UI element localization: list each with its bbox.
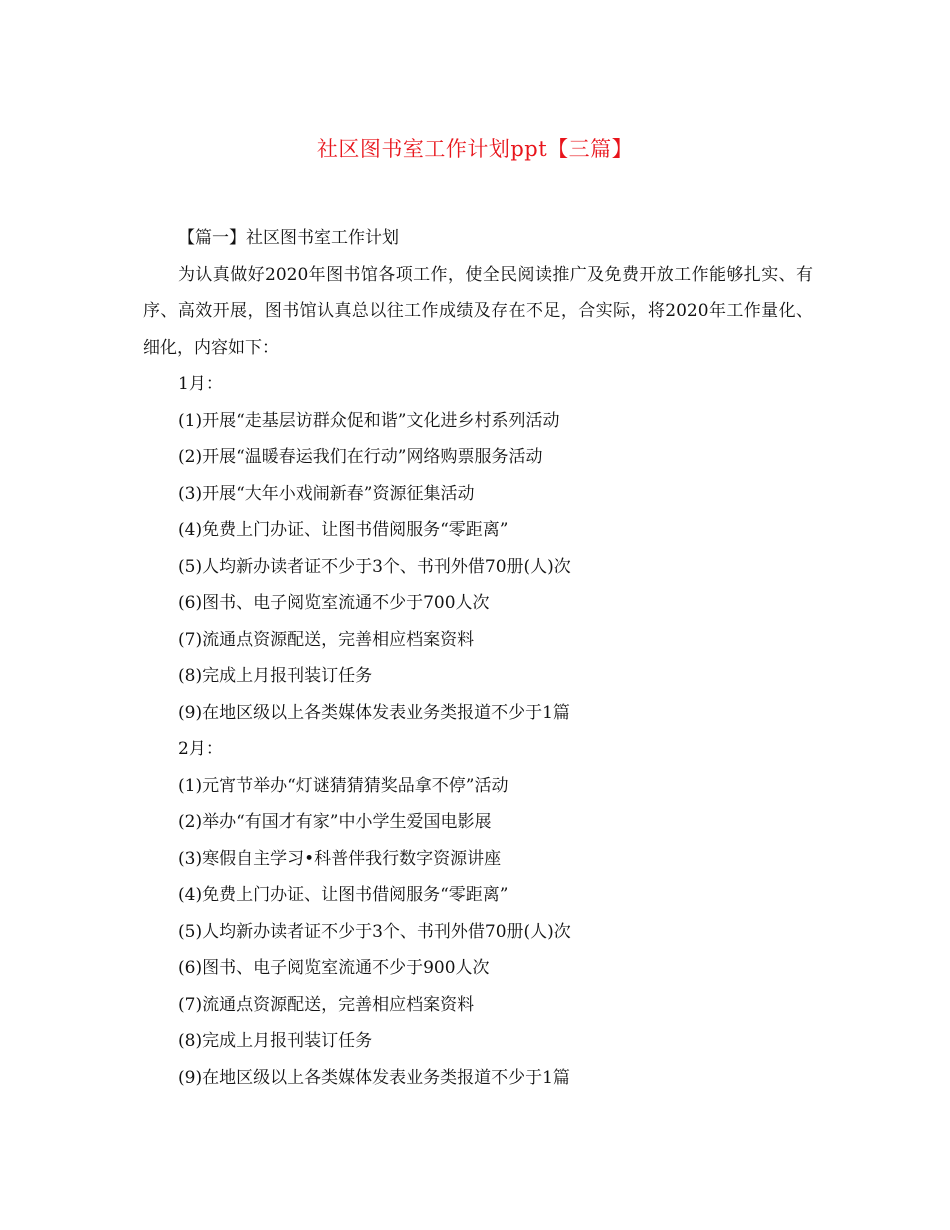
intro-paragraph: 为认真做好2020年图书馆各项工作，使全民阅读推广及免费开放工作能够扎实、有序、高效开展，图书馆认真总以往工作成绩及存在不足，合实际，将2020年工作量化、细化，内容如下：	[143, 264, 813, 358]
month-label: 2月：	[178, 739, 223, 759]
list-item: (7)流通点资源配送，完善相应档案资料	[178, 629, 475, 650]
document-title: 社区图书室工作计划ppt【三篇】	[316, 137, 634, 161]
list-item: (2)开展“温暖春运我们在行动”网络购票服务活动	[178, 447, 543, 467]
month-label: 1月：	[178, 374, 223, 394]
list-item: (1)元宵节举办“灯谜猜猜猜奖品拿不停”活动	[178, 775, 509, 796]
list-item: (8)完成上月报刊装订任务	[178, 1031, 373, 1051]
list-item: (5)人均新办读者证不少于3个、书刊外借70册(人)次	[178, 556, 571, 577]
list-item: (6)图书、电子阅览室流通不少于900人次	[178, 958, 490, 978]
month-section-2	[143, 731, 813, 1096]
section-heading: 【篇一】社区图书室工作计划	[178, 228, 399, 248]
list-item: (5)人均新办读者证不少于3个、书刊外借70册(人)次	[178, 921, 571, 942]
list-item: (2)举办“有国才有家”中小学生爱国电影展	[178, 812, 492, 832]
list-item: (6)图书、电子阅览室流通不少于700人次	[178, 593, 490, 613]
document-body	[143, 220, 813, 1096]
list-item: (9)在地区级以上各类媒体发表业务类报道不少于1篇	[178, 702, 570, 723]
list-item: (7)流通点资源配送，完善相应档案资料	[178, 994, 475, 1015]
list-item: (4)免费上门办证、让图书借阅服务“零距离”	[178, 520, 509, 540]
list-item: (8)完成上月报刊装订任务	[178, 666, 373, 686]
list-item: (9)在地区级以上各类媒体发表业务类报道不少于1篇	[178, 1067, 570, 1088]
list-item: (4)免费上门办证、让图书借阅服务“零距离”	[178, 885, 509, 905]
list-item: (3)寒假自主学习•科普伴我行数字资源讲座	[178, 848, 502, 869]
month-section-1	[143, 366, 813, 731]
list-item: (3)开展“大年小戏闹新春”资源征集活动	[178, 483, 475, 504]
list-item: (1)开展“走基层访群众促和谐”文化进乡村系列活动	[178, 410, 560, 431]
